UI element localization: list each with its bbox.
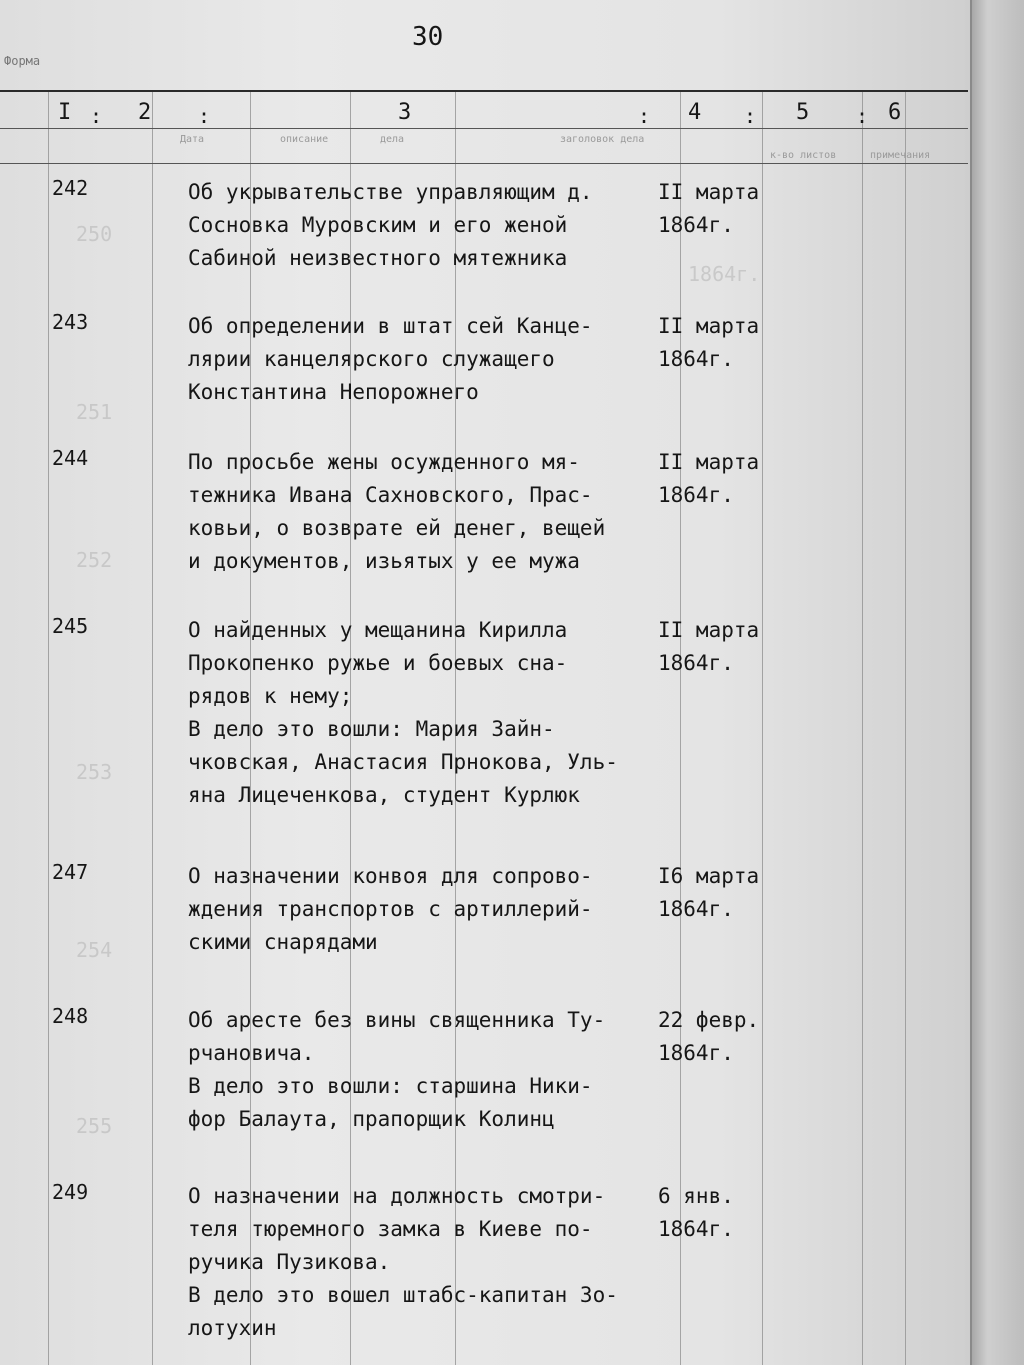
- bleed-through-number: 250: [76, 222, 113, 246]
- entry-description: Об определении в штат сей Канце- лярии канцелярского служащего Константина Непорожнего: [188, 314, 593, 404]
- entry-description: О назначении на должность смотри- теля тюремного замка в Киеве по- ручика Пузикова. В дело это вошел штабс-капитан Зо- лотухин: [188, 1184, 618, 1340]
- column-separator: :: [90, 104, 103, 128]
- column-rule: [905, 92, 906, 1365]
- entry-date: I6 марта 1864г.: [658, 864, 760, 921]
- entry-number: 243: [52, 310, 89, 334]
- header-top-rule: [0, 90, 968, 92]
- entry-number: 245: [52, 614, 89, 638]
- bleed-through-number: 252: [76, 548, 113, 572]
- entry-description: Об аресте без вины священника Ту- рчановича. В дело это вошли: старшина Ники- фор Балаута, прапорщик Колинц: [188, 1008, 606, 1131]
- column-rule: [152, 92, 153, 1365]
- bleed-through-number: 254: [76, 938, 113, 962]
- column-separator: :: [744, 104, 757, 128]
- column-rule: [862, 92, 863, 1365]
- entry-number: 248: [52, 1004, 89, 1028]
- column-number-2: 2: [138, 100, 152, 125]
- header-label: заголовок дела: [560, 134, 645, 145]
- column-rule: [48, 92, 49, 1365]
- entry-date: II марта 1864г.: [658, 180, 760, 237]
- header-label: примечания: [870, 150, 931, 161]
- column-number-1: I: [58, 100, 72, 125]
- page-number: 30: [412, 22, 444, 52]
- entry-description: Об укрывательстве управляющим д. Сосновка Муровским и его женой Сабиной неизвестного мятежника: [188, 180, 593, 270]
- entry-description: О назначении конвоя для сопрово- ждения транспортов с артиллерий- скими снарядами: [188, 864, 593, 954]
- entry-number: 247: [52, 860, 89, 884]
- entry-date: II марта 1864г.: [658, 450, 760, 507]
- header-label: описание: [280, 134, 329, 145]
- entry-date: 22 февр. 1864г.: [658, 1008, 760, 1065]
- column-separator: :: [638, 104, 651, 128]
- page-edge: [970, 0, 1024, 1365]
- column-number-4: 4: [688, 100, 702, 125]
- bleed-through-number: 251: [76, 400, 113, 424]
- header-label: Дата: [180, 134, 205, 145]
- entry-number: 249: [52, 1180, 89, 1204]
- column-rule: [680, 92, 681, 1365]
- entry-date: II марта 1864г.: [658, 314, 760, 371]
- entry-number: 244: [52, 446, 89, 470]
- column-separator: :: [198, 104, 211, 128]
- header-mid-rule: [0, 128, 968, 129]
- form-mark: Форма: [4, 54, 41, 68]
- header-label: к-во листов: [770, 150, 837, 161]
- bleed-through-date: 1864г.: [688, 262, 761, 286]
- column-number-6: 6: [888, 100, 902, 125]
- entry-number: 242: [52, 176, 89, 200]
- column-separator: :: [856, 104, 869, 128]
- column-number-3: 3: [398, 100, 412, 125]
- bleed-through-number: 255: [76, 1114, 113, 1138]
- column-number-5: 5: [796, 100, 810, 125]
- entry-description: О найденных у мещанина Кирилла Прокопенко ружье и боевых сна- рядов к нему; В дело это вошли: Мария Зайн- чковская, Анастасия Прнокова, Уль- яна Лицеченкова, студент Курлюк: [188, 618, 618, 807]
- entry-description: По просьбе жены осужденного мя- тежника Ивана Сахновского, Прас- ковьи, о возврате ей денег, вещей и документов, изьятых у ее мужа: [188, 450, 606, 573]
- entry-date: 6 янв. 1864г.: [658, 1184, 734, 1241]
- column-rule: [762, 92, 763, 1365]
- entry-date: II марта 1864г.: [658, 618, 760, 675]
- header-bottom-rule: [0, 163, 968, 164]
- bleed-through-number: 253: [76, 760, 113, 784]
- header-label: дела: [380, 134, 405, 145]
